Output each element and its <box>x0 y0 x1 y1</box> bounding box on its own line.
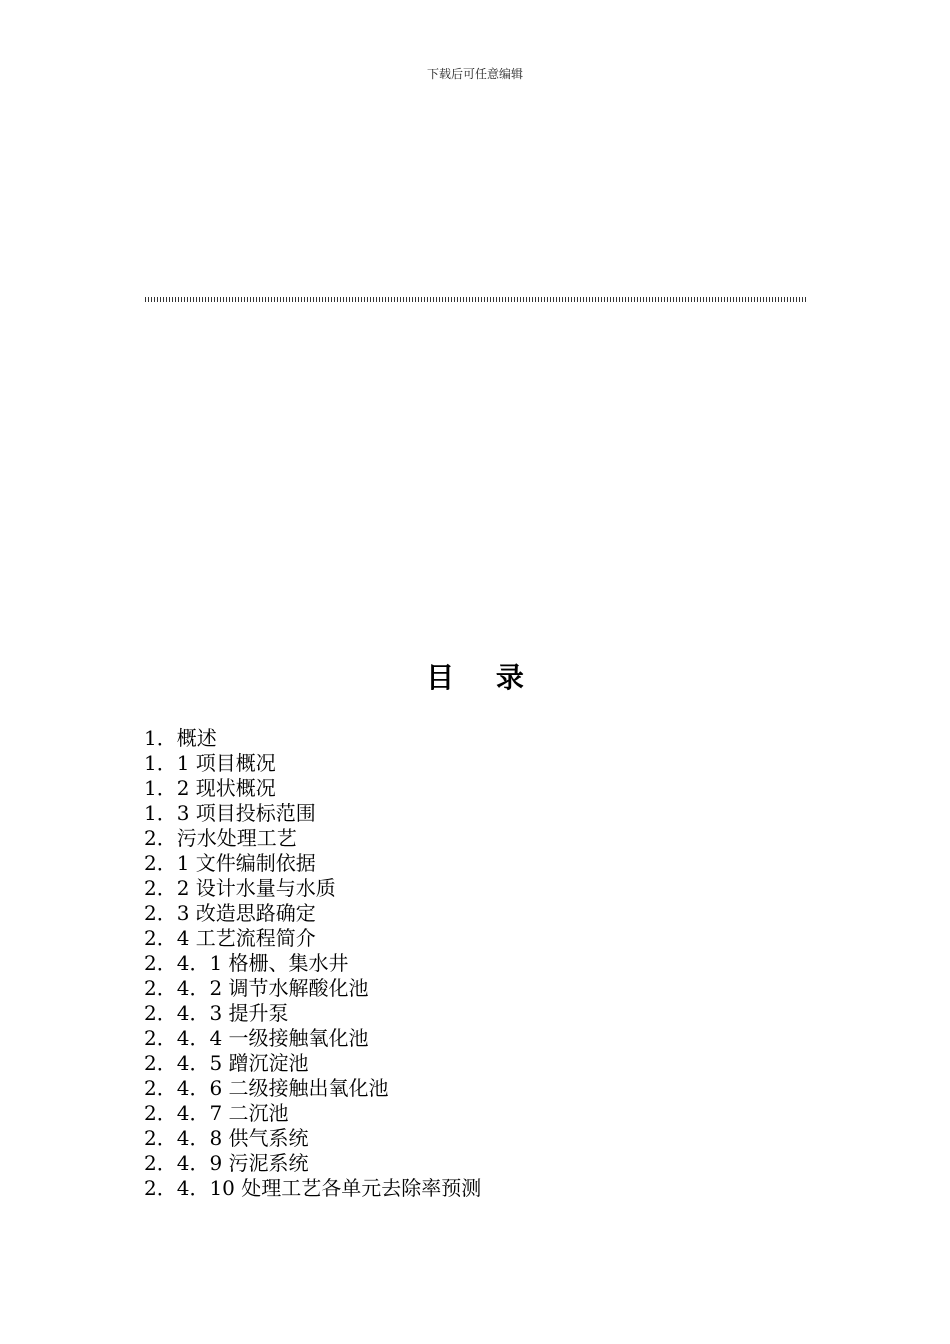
toc-item[interactable]: 2．1 文件编制依据 <box>144 851 316 875</box>
toc-list <box>144 726 481 1201</box>
toc-item[interactable]: 1．2 现状概况 <box>144 776 276 800</box>
page-header: 下载后可任意编辑 <box>426 67 523 81</box>
toc-item[interactable]: 2．4．4 一级接触氧化池 <box>144 1026 369 1050</box>
toc-item[interactable]: 2．4．8 供气系统 <box>144 1126 309 1150</box>
toc-title: 目 录 <box>426 661 540 694</box>
toc-item[interactable]: 2．4．9 污泥系统 <box>144 1151 309 1175</box>
toc-item[interactable]: 2．4．5 蹭沉淀池 <box>144 1051 309 1075</box>
toc-item[interactable]: 1．概述 <box>144 726 217 750</box>
toc-item[interactable]: 2．3 改造思路确定 <box>144 901 316 925</box>
toc-item[interactable]: 2．4．7 二沉池 <box>144 1101 289 1125</box>
toc-item[interactable]: 2．4．10 处理工艺各单元去除率预测 <box>144 1176 482 1200</box>
toc-item[interactable]: 1．1 项目概况 <box>144 751 276 775</box>
dotted-divider <box>145 297 807 302</box>
toc-item[interactable]: 2．4．3 提升泵 <box>144 1001 289 1025</box>
toc-item[interactable]: 2．4 工艺流程简介 <box>144 926 316 950</box>
toc-item[interactable]: 2．4．1 格栅、集水井 <box>144 951 349 975</box>
toc-item[interactable]: 2．污水处理工艺 <box>144 826 297 850</box>
toc-item[interactable]: 2．4．2 调节水解酸化池 <box>144 976 369 1000</box>
toc-item[interactable]: 2．2 设计水量与水质 <box>144 876 336 900</box>
toc-item[interactable]: 2．4．6 二级接触出氧化池 <box>144 1076 389 1100</box>
toc-item[interactable]: 1．3 项目投标范围 <box>144 801 316 825</box>
